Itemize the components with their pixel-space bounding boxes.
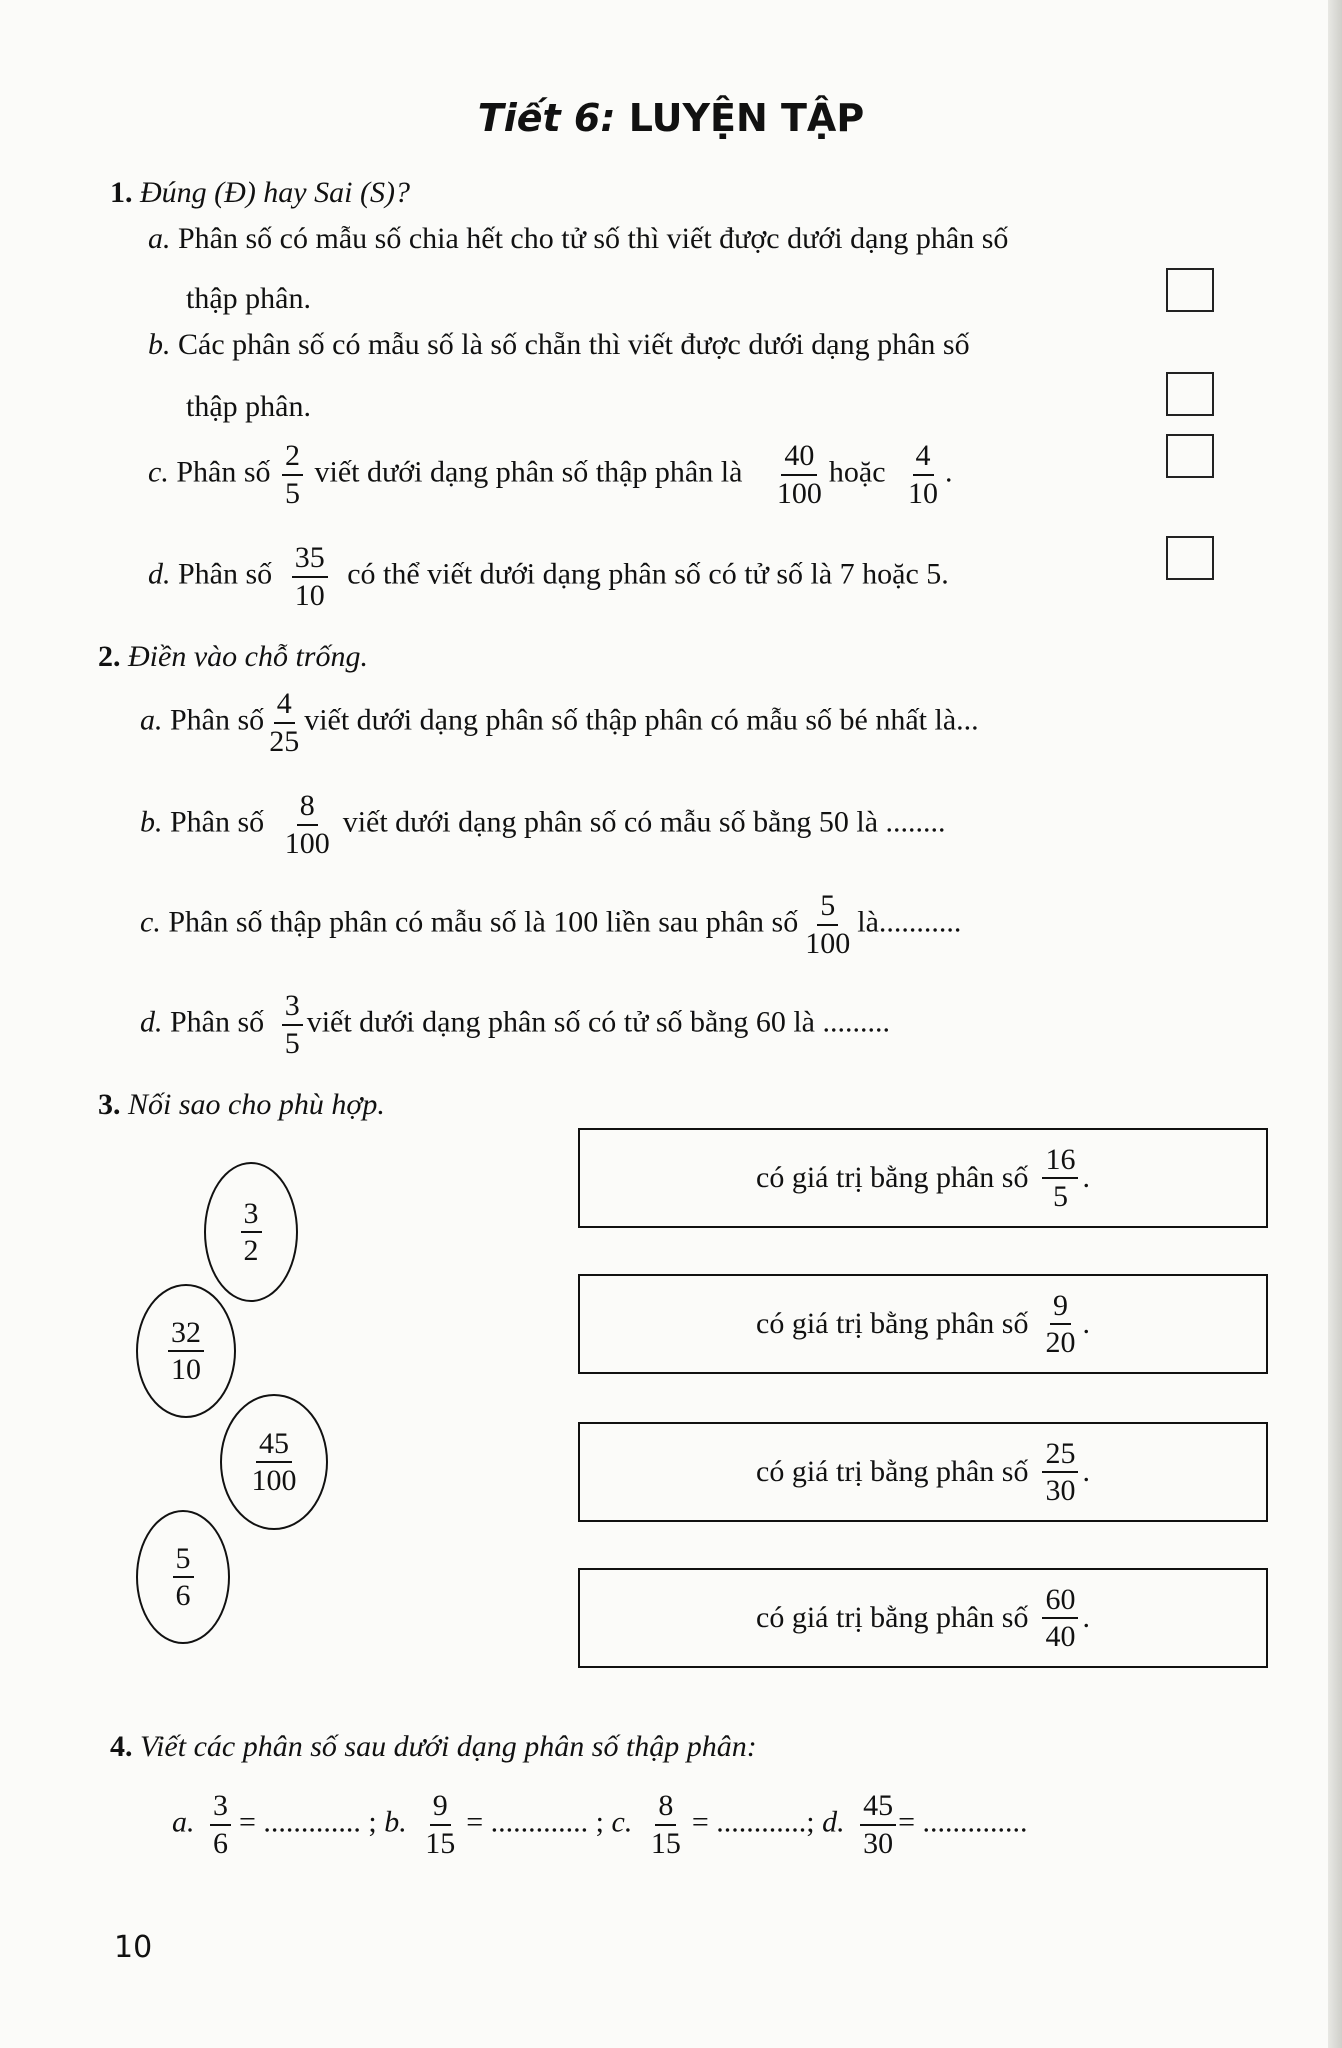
q2-c-label: c. — [140, 905, 161, 939]
q1-b-label: b. — [148, 328, 171, 361]
denominator: 100 — [284, 826, 330, 860]
q4-heading — [110, 1732, 757, 1762]
q2-d-line — [140, 990, 890, 1059]
numerator: 5 — [817, 890, 838, 926]
q2-number: 2. — [98, 640, 121, 673]
denominator: 40 — [1045, 1620, 1076, 1653]
oval-fraction-4[interactable] — [136, 1510, 230, 1644]
numerator: 9 — [430, 1790, 451, 1826]
denominator: 30 — [863, 1826, 894, 1860]
q4-c-blank[interactable]: = ............; — [691, 1805, 815, 1839]
denominator: 5 — [284, 1026, 300, 1060]
match-box-4[interactable] — [578, 1568, 1268, 1668]
page-title — [0, 96, 1342, 140]
q3-title: Nối sao cho phù hợp. — [128, 1088, 385, 1121]
denominator: 10 — [294, 578, 325, 612]
q1-b-line2: thập phân. — [186, 390, 311, 423]
q2-d-fraction — [282, 990, 303, 1059]
numerator: 60 — [1042, 1584, 1078, 1620]
box-end: . — [1082, 1455, 1090, 1488]
q2-b-pre: Phân số — [170, 805, 265, 839]
denominator: 100 — [805, 926, 851, 960]
q1-d-label: d. — [148, 557, 171, 591]
q1-d-fraction — [292, 542, 328, 611]
q1-c-label: c. — [148, 455, 169, 489]
q2-b-fraction — [282, 790, 333, 859]
q2-d-label: d. — [140, 1005, 163, 1039]
denominator: 30 — [1045, 1474, 1076, 1507]
denominator: 2 — [243, 1234, 259, 1267]
q2-d-text: viết dưới dạng phân số có tử số bằng 60 là ......... — [306, 1005, 890, 1039]
q2-a-label: a. — [140, 703, 163, 737]
q1-c-answer-box[interactable] — [1166, 434, 1214, 478]
box-text: có giá trị bằng phân số — [756, 1307, 1029, 1340]
q1-c-mid: viết dưới dạng phân số thập phân là — [314, 455, 743, 489]
q3-heading — [98, 1090, 385, 1120]
denominator: 10 — [908, 476, 939, 510]
q1-c-fraction-1 — [282, 440, 303, 509]
match-box-3[interactable] — [578, 1422, 1268, 1522]
q4-c-fraction — [648, 1790, 684, 1859]
q2-a-pre: Phân số — [170, 703, 265, 737]
numerator: 8 — [297, 790, 318, 826]
q2-b-label: b. — [140, 805, 163, 839]
denominator: 5 — [285, 476, 301, 510]
denominator: 100 — [776, 476, 822, 510]
q2-c-pre: Phân số thập phân có mẫu số là 100 liền sau phân số — [168, 905, 799, 939]
q4-title: Viết các phân số sau dưới dạng phân số thập phân: — [140, 1730, 757, 1763]
box-text: có giá trị bằng phân số — [756, 1601, 1029, 1634]
q1-c-pre: Phân số — [176, 455, 271, 489]
q2-d-pre: Phân số — [170, 1005, 265, 1039]
q4-a-blank[interactable]: = ............. ; — [239, 1805, 377, 1839]
q1-a-text1: Phân số có mẫu số chia hết cho tử số thì viết được dưới dạng phân số — [178, 222, 1009, 255]
q2-c-text: là........... — [857, 905, 962, 939]
q2-b-line — [140, 790, 946, 859]
q1-a-answer-box[interactable] — [1166, 268, 1214, 312]
match-box-1[interactable] — [578, 1128, 1268, 1228]
q1-a-line2: thập phân. — [186, 282, 311, 315]
denominator: 100 — [251, 1464, 297, 1497]
numerator: 35 — [292, 542, 328, 578]
title-prefix: Tiết 6: — [477, 96, 629, 140]
q1-c-end: . — [945, 455, 953, 489]
numerator: 16 — [1042, 1144, 1078, 1180]
numerator: 45 — [860, 1790, 896, 1826]
q1-a-line1 — [148, 224, 1008, 254]
denominator: 10 — [171, 1353, 201, 1386]
numerator: 3 — [282, 990, 303, 1026]
page-edge — [1328, 0, 1342, 2048]
q4-d-label: d. — [822, 1805, 845, 1839]
numerator: 3 — [210, 1790, 231, 1826]
q1-number: 1. — [110, 176, 133, 209]
title-main: LUYỆN TẬP — [628, 96, 865, 140]
numerator: 2 — [282, 440, 303, 476]
match-box-2[interactable] — [578, 1274, 1268, 1374]
q4-b-label: b. — [384, 1805, 407, 1839]
numerator: 5 — [173, 1543, 194, 1579]
q1-c-line — [148, 440, 953, 509]
q2-title: Điền vào chỗ trống. — [128, 640, 368, 673]
q2-a-line — [140, 688, 979, 757]
q2-b-text: viết dưới dạng phân số có mẫu số bằng 50 là ........ — [342, 805, 946, 839]
q2-c-fraction — [802, 890, 853, 959]
numerator: 3 — [241, 1198, 262, 1234]
q4-d-fraction — [860, 1790, 896, 1859]
denominator: 25 — [269, 724, 300, 758]
numerator: 8 — [655, 1790, 676, 1826]
page-number: 10 — [114, 1930, 153, 1965]
denominator: 6 — [175, 1579, 191, 1612]
q1-d-pre: Phân số — [178, 557, 273, 591]
box-text: có giá trị bằng phân số — [756, 1455, 1029, 1488]
q1-c-fraction-3 — [905, 440, 941, 509]
denominator: 6 — [213, 1826, 228, 1860]
box-end: . — [1082, 1161, 1090, 1194]
q1-d-answer-box[interactable] — [1166, 536, 1214, 580]
q1-b-text1: Các phân số có mẫu số là số chẵn thì viết được dưới dạng phân số — [178, 328, 970, 361]
denominator: 15 — [425, 1826, 456, 1860]
q1-b-line1 — [148, 330, 970, 360]
q1-c-fraction-2 — [774, 440, 825, 509]
numerator: 4 — [913, 440, 934, 476]
numerator: 45 — [256, 1428, 292, 1464]
box-end: . — [1082, 1307, 1090, 1340]
q1-heading — [110, 178, 410, 208]
oval-fraction-1[interactable] — [204, 1162, 298, 1302]
q4-c-label: c. — [611, 1805, 633, 1839]
numerator: 40 — [781, 440, 817, 476]
q4-items — [172, 1790, 1028, 1859]
q3-number: 3. — [98, 1088, 121, 1121]
denominator: 15 — [650, 1826, 681, 1860]
q2-c-line — [140, 890, 961, 959]
numerator: 32 — [168, 1317, 204, 1353]
oval-fraction-2[interactable] — [136, 1284, 236, 1418]
oval-fraction-3[interactable] — [220, 1394, 328, 1530]
numerator: 9 — [1050, 1290, 1071, 1326]
q4-a-fraction — [210, 1790, 231, 1859]
q1-b-answer-box[interactable] — [1166, 372, 1214, 416]
box-text: có giá trị bằng phân số — [756, 1161, 1029, 1194]
q4-a-label: a. — [172, 1805, 195, 1839]
numerator: 4 — [274, 688, 295, 724]
q1-d-line — [148, 542, 949, 611]
box-end: . — [1082, 1601, 1090, 1634]
q4-d-blank[interactable]: = .............. — [898, 1805, 1028, 1839]
denominator: 20 — [1045, 1326, 1076, 1359]
denominator: 5 — [1052, 1180, 1068, 1213]
q1-title: Đúng (Đ) hay Sai (S)? — [140, 176, 410, 209]
q2-a-text: viết dưới dạng phân số thập phân có mẫu số bé nhất là... — [304, 703, 979, 737]
q2-a-fraction — [266, 688, 302, 757]
q1-d-text: có thể viết dưới dạng phân số có tử số là 7 hoặc 5. — [347, 557, 949, 591]
q2-heading — [98, 642, 368, 672]
q4-b-blank[interactable]: = ............. ; — [466, 1805, 605, 1839]
q4-number: 4. — [110, 1730, 133, 1763]
q1-a-label: a. — [148, 222, 171, 255]
q4-b-fraction — [422, 1790, 458, 1859]
q1-c-or: hoặc — [828, 455, 886, 489]
numerator: 25 — [1042, 1438, 1078, 1474]
